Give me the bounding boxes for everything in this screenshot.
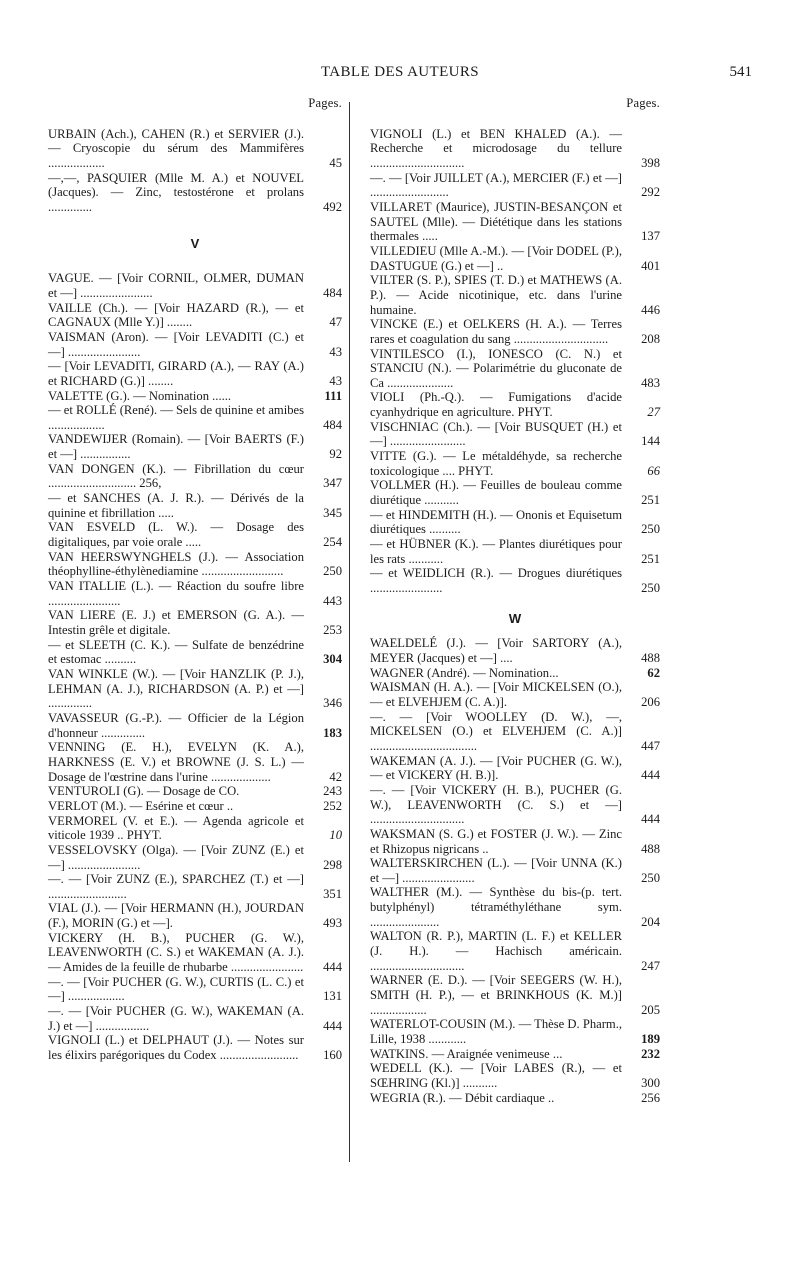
index-entry — [370, 244, 660, 273]
entry-text: — et SANCHES (A. J. R.). — Dérivés de la quinine et fibrillation ..... — [48, 491, 304, 520]
entry-text: VAN LIERE (E. J.) et EMERSON (G. A.). — Intestin grêle et digitale. — [48, 608, 304, 637]
entry-text: VAN ITALLIE (L.). — Réaction du soufre libre ....................... — [48, 579, 304, 608]
index-entry — [48, 171, 342, 215]
index-entry — [370, 666, 660, 681]
index-entry — [370, 347, 660, 391]
index-entry — [48, 330, 342, 359]
entry-text: — [Voir LEVADITI, GIRARD (A.), — RAY (A.) et RICHARD (G.)] ........ — [48, 359, 304, 388]
index-entry — [48, 1033, 342, 1062]
entry-page-number: 300 — [641, 1076, 660, 1090]
index-entry — [370, 537, 660, 566]
entry-text: WAKSMAN (S. G.) et FOSTER (J. W.). — Zinc et Rhizopus nigricans .. — [370, 826, 622, 856]
entry-page-number: 444 — [641, 812, 660, 827]
entry-text: WAELDELÉ (J.). — [Voir SARTORY (A.), MEYER (Jacques) et —] .... — [370, 636, 622, 665]
entry-text: VISCHNIAC (Ch.). — [Voir BUSQUET (H.) et —] ........................ — [370, 419, 622, 449]
index-entry — [370, 680, 660, 709]
index-entry — [370, 885, 660, 929]
index-entry — [48, 579, 342, 608]
section-letter-v: V — [190, 235, 200, 251]
index-entry — [48, 901, 342, 930]
entry-page-number: 45 — [329, 155, 342, 170]
entry-text: VENNING (E. H.), EVELYN (K. A.), HARKNESS (E. V.) et BROWNE (J. S. L.) — Dosage de l'œstrine dans l'urine ................... — [48, 740, 304, 784]
entry-text: WATERLOT-COUSIN (M.). — Thèse D. Pharm., Lille, 1938 ............ — [370, 1017, 622, 1047]
entry-page-number: 92 — [329, 447, 342, 462]
entry-text: WAKEMAN (A. J.). — [Voir PUCHER (G. W.), — et VICKERY (H. B.)]. — [370, 753, 622, 783]
entry-page-number: 160 — [323, 1048, 342, 1063]
index-entry — [48, 608, 342, 637]
index-entry — [48, 432, 342, 461]
entry-page-number: 206 — [641, 694, 660, 709]
index-entry — [48, 740, 342, 784]
entry-text: —. — [Voir PUCHER (G. W.), WAKEMAN (A. J.) et —] ................. — [48, 1004, 304, 1033]
index-entry — [370, 449, 660, 478]
entry-page-number: 304 — [323, 652, 342, 667]
index-entry — [48, 550, 342, 579]
entry-page-number: 292 — [641, 185, 660, 200]
entry-text: VILTER (S. P.), SPIES (T. D.) et MATHEWS (A. P.). — Acide nicotinique, etc. dans l'urine humaine. — [370, 273, 622, 317]
entries-before-w — [370, 127, 660, 596]
index-entry — [370, 1017, 660, 1046]
entry-text: —. — [Voir WOOLLEY (D. W.), —, MICKELSEN (O.) et ELVEHJEM (C. A.)] .................................. — [370, 709, 622, 753]
index-entry — [370, 1091, 660, 1106]
entry-text: VAN DONGEN (K.). — Fibrillation du cœur ............................ 256, — [48, 461, 304, 491]
entry-page-number: 205 — [641, 1002, 660, 1017]
entry-text: VAGUE. — [Voir CORNIL, OLMER, DUMAN et —] ....................... — [48, 271, 304, 300]
index-entry — [370, 390, 660, 419]
entry-page-number: 247 — [641, 958, 660, 973]
index-entry — [370, 478, 660, 507]
index-entry — [48, 1004, 342, 1033]
index-entry — [48, 931, 342, 975]
index-entry — [370, 1047, 660, 1062]
entry-page-number: 66 — [647, 463, 660, 478]
entry-text: — et HÜBNER (K.). — Plantes diurétiques pour les rats ........... — [370, 537, 622, 566]
entry-page-number: 488 — [641, 841, 660, 856]
index-entry — [370, 317, 660, 346]
index-entry — [370, 827, 660, 856]
entry-text: WAGNER (André). — Nomination... — [370, 665, 559, 680]
entry-page-number: 345 — [323, 505, 342, 520]
entry-text: WATKINS. — Araignée venimeuse ... — [370, 1046, 563, 1061]
index-entry — [48, 403, 342, 432]
pages-column-label: Pages. — [308, 96, 342, 110]
entry-page-number: 189 — [641, 1032, 660, 1047]
entry-text: WEGRIA (R.). — Débit cardiaque .. — [370, 1090, 555, 1105]
index-entry — [48, 667, 342, 711]
entry-text: —. — [Voir ZUNZ (E.), SPARCHEZ (T.) et —] ......................... — [48, 872, 304, 901]
entry-page-number: 131 — [323, 989, 342, 1004]
entry-text: VAN ESVELD (L. W.). — Dosage des digitaliques, par voie orale ..... — [48, 520, 304, 550]
entry-page-number: 43 — [329, 373, 342, 388]
entry-text: VITTE (G.). — Le métaldéhyde, sa recherche toxicologique .... PHYT. — [370, 449, 622, 478]
index-entry — [48, 843, 342, 872]
index-entry — [370, 783, 660, 827]
entry-text: VIGNOLI (L.) et DELPHAUT (J.). — Notes sur les élixirs parégoriques du Codex ......................... — [48, 1033, 304, 1063]
index-entry — [370, 856, 660, 885]
entries-before-v — [48, 127, 342, 215]
entry-page-number: 483 — [641, 375, 660, 390]
entry-page-number: 144 — [641, 434, 660, 449]
index-entry — [370, 929, 660, 973]
index-entry — [370, 127, 660, 171]
entry-page-number: 243 — [323, 784, 342, 799]
entry-text: VIOLI (Ph.-Q.). — Fumigations d'acide cyanhydrique en agriculture. PHYT. — [370, 390, 622, 420]
index-entry — [48, 638, 342, 667]
entry-text: VILLARET (Maurice), JUSTIN-BESANÇON et SAUTEL (Mlle). — Diététique dans les stations thermales ..... — [370, 199, 622, 244]
index-entry — [48, 462, 342, 491]
index-entry — [48, 491, 342, 520]
index-entry — [48, 389, 342, 404]
entry-text: WEDELL (K.). — [Voir LABES (R.), — et SŒHRING (Kl.)] ........... — [370, 1061, 622, 1090]
index-entry — [370, 973, 660, 1017]
entry-text: WALTON (R. P.), MARTIN (L. F.) et KELLER (J. H.). — Hachisch américain. .............................. — [370, 929, 622, 973]
entry-page-number: 111 — [324, 388, 342, 403]
entry-text: —. — [Voir PUCHER (G. W.), CURTIS (L. C.) et —] .................. — [48, 974, 304, 1004]
entry-text: —. — [Voir VICKERY (H. B.), PUCHER (G. W.), LEAVENWORTH (C. S.) et —] .............................. — [370, 782, 622, 827]
entry-page-number: 183 — [323, 725, 342, 740]
entry-text: VAN HEERSWYNGHELS (J.). — Association théophylline-éthylènediamine .......................... — [48, 549, 304, 579]
index-entry — [48, 359, 342, 388]
entry-page-number: 252 — [323, 798, 342, 813]
entries-w — [370, 636, 660, 1105]
pages-column-label: Pages. — [626, 96, 660, 110]
entry-text: VENTUROLI (G). — Dosage de CO. — [48, 784, 240, 799]
index-entry — [370, 420, 660, 449]
entry-text: VERMOREL (V. et E.). — Agenda agricole et viticole 1939 .. PHYT. — [48, 813, 304, 843]
entry-page-number: 346 — [323, 696, 342, 711]
index-entry — [48, 975, 342, 1004]
index-entry — [48, 711, 342, 740]
entry-page-number: 250 — [641, 522, 660, 537]
entry-page-number: 250 — [641, 870, 660, 885]
index-entry — [370, 508, 660, 537]
entries-v — [48, 271, 342, 1062]
entry-page-number: 446 — [641, 302, 660, 317]
entry-text: VERLOT (M.). — Esérine et cœur .. — [48, 798, 234, 813]
page-number: 541 — [729, 64, 752, 80]
entry-page-number: 208 — [641, 331, 660, 346]
entry-text: VIGNOLI (L.) et BEN KHALED (A.). — Recherche et microdosage du tellure .............................. — [370, 126, 622, 170]
entry-text: VAILLE (Ch.). — [Voir HAZARD (R.), — et CAGNAUX (Mlle Y.)] ........ — [48, 300, 304, 330]
entry-page-number: 256 — [641, 1090, 660, 1105]
entry-page-number: 488 — [641, 650, 660, 665]
entry-page-number: 484 — [323, 417, 342, 432]
entry-text: URBAIN (Ach.), CAHEN (R.) et SERVIER (J.). — Cryoscopie du sérum des Mammifères .................. — [48, 126, 304, 170]
index-entry — [370, 273, 660, 317]
entry-text: VIAL (J.). — [Voir HERMANN (H.), JOURDAN (F.), MORIN (G.) et —]. — [48, 901, 304, 931]
entry-page-number: 347 — [323, 476, 342, 491]
entry-text: — et HINDEMITH (H.). — Ononis et Equisetum diurétiques .......... — [370, 507, 622, 537]
entry-page-number: 43 — [329, 344, 342, 359]
entry-text: VANDEWIJER (Romain). — [Voir BAERTS (F.) et —] ................ — [48, 432, 304, 462]
entry-page-number: 251 — [641, 551, 660, 566]
entry-text: VICKERY (H. B.), PUCHER (G. W.), LEAVENWORTH (C. S.) et WAKEMAN (A. J.). — Amides de la feuille de rhubarbe ....................... — [48, 930, 304, 975]
entry-page-number: 137 — [641, 229, 660, 244]
index-entry — [370, 636, 660, 665]
entry-page-number: 443 — [323, 593, 342, 608]
index-entry — [48, 814, 342, 843]
entry-page-number: 492 — [323, 199, 342, 214]
section-letter-w: W — [508, 610, 522, 626]
index-entry — [48, 127, 342, 171]
entry-text: VILLEDIEU (Mlle A.-M.). — [Voir DODEL (P.), DASTUGUE (G.) et —] .. — [370, 243, 622, 273]
index-entry — [48, 784, 342, 799]
index-entry — [370, 1061, 660, 1090]
entry-text: — et ROLLÉ (René). — Sels de quinine et amibes .................. — [48, 403, 305, 432]
entry-text: VESSELOVSKY (Olga). — [Voir ZUNZ (E.) et —] ....................... — [48, 842, 304, 872]
index-entry — [48, 520, 342, 549]
entry-text: — et WEIDLICH (R.). — Drogues diurétiques ....................... — [370, 566, 622, 595]
running-header-title: TABLE DES AUTEURS — [320, 64, 480, 80]
entry-page-number: 351 — [323, 886, 342, 901]
entry-text: WALTERSKIRCHEN (L.). — [Voir UNNA (K.) et —] ....................... — [370, 856, 622, 885]
entry-text: WAISMAN (H. A.). — [Voir MICKELSEN (O.), — et ELVEHJEM (C. A.)]. — [370, 680, 622, 709]
entry-page-number: 250 — [641, 581, 660, 595]
entry-page-number: 62 — [647, 665, 660, 680]
entry-text: VAISMAN (Aron). — [Voir LEVADITI (C.) et —] ....................... — [48, 329, 304, 359]
index-entry — [370, 754, 660, 783]
index-entry — [370, 566, 660, 595]
left-index-column — [48, 96, 342, 1063]
entry-page-number: 444 — [641, 768, 660, 783]
index-entry — [48, 271, 342, 300]
entry-page-number: 253 — [323, 623, 342, 637]
index-entry — [370, 171, 660, 200]
entry-text: VOLLMER (H.). — Feuilles de bouleau comme diurétique ........... — [370, 478, 622, 508]
entry-page-number: 298 — [323, 857, 342, 872]
entry-page-number: 204 — [641, 914, 660, 929]
entry-page-number: 444 — [323, 960, 342, 975]
entry-text: WARNER (E. D.). — [Voir SEEGERS (W. H.), SMITH (H. P.), — et BRINKHOUS (K. M.)] .................. — [370, 973, 622, 1017]
entry-page-number: 232 — [641, 1046, 660, 1061]
entry-text: — et SLEETH (C. K.). — Sulfate de benzédrine et estomac .......... — [48, 637, 304, 667]
entry-text: WALTHER (M.). — Synthèse du bis-(p. tert. butylphényl) tétraméthyléthane sym. ...................... — [370, 885, 622, 929]
index-entry — [48, 301, 342, 330]
entry-text: VINTILESCO (I.), IONESCO (C. N.) et STANCIU (N.). — Polarimétrie du gluconate de Ca ..................... — [370, 346, 622, 390]
entry-page-number: 250 — [323, 564, 342, 579]
entry-page-number: 42 — [329, 769, 342, 784]
entry-page-number: 27 — [647, 405, 660, 420]
column-divider — [349, 102, 350, 1162]
entry-page-number: 401 — [641, 258, 660, 273]
right-index-column — [370, 96, 660, 1105]
entry-page-number: 444 — [323, 1018, 342, 1033]
entry-text: VALETTE (G.). — Nomination ...... — [48, 388, 232, 403]
entry-page-number: 251 — [641, 493, 660, 508]
entry-text: —,—, PASQUIER (Mlle M. A.) et NOUVEL (Jacques). — Zinc, testostérone et prolans .............. — [48, 170, 304, 214]
entry-text: —. — [Voir JUILLET (A.), MERCIER (F.) et —] ......................... — [370, 170, 622, 200]
entry-text: VAVASSEUR (G.-P.). — Officier de la Légion d'honneur .............. — [48, 710, 304, 740]
index-entry — [370, 710, 660, 754]
entry-page-number: 254 — [323, 535, 342, 550]
index-entry — [48, 872, 342, 901]
index-entry — [370, 200, 660, 244]
entry-page-number: 447 — [641, 738, 660, 753]
entry-page-number: 493 — [323, 916, 342, 931]
entry-page-number: 10 — [329, 828, 342, 843]
entry-page-number: 398 — [641, 155, 660, 170]
entry-page-number: 47 — [329, 315, 342, 330]
entry-page-number: 484 — [323, 285, 342, 300]
index-entry — [48, 799, 342, 814]
entry-text: VAN WINKLE (W.). — [Voir HANZLIK (P. J.), LEHMAN (A. J.), RICHARDSON (A. P.) et —] .............. — [48, 666, 304, 711]
entry-text: VINCKE (E.) et OELKERS (H. A.). — Terres rares et coagulation du sang .............................. — [370, 317, 622, 346]
